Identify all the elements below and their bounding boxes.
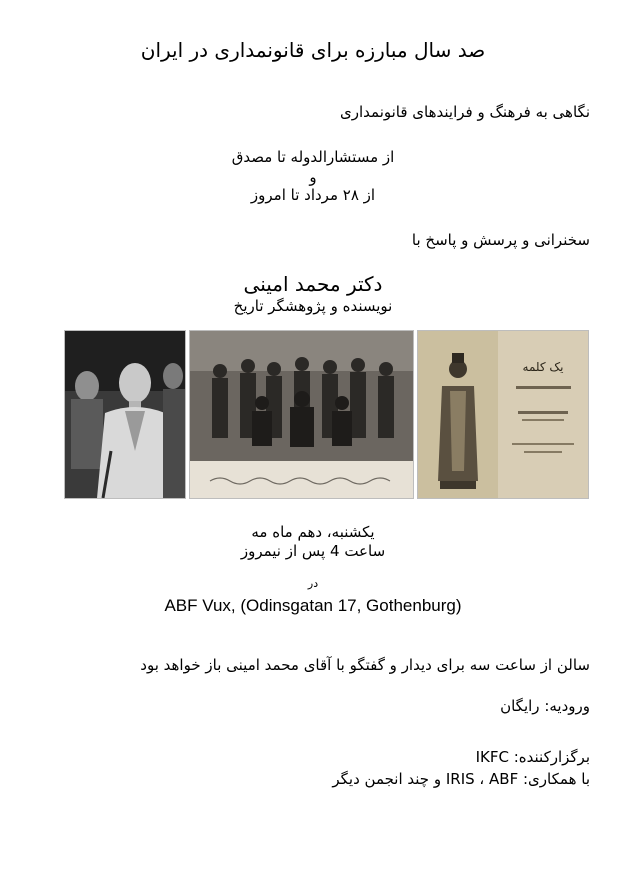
- entry-fee: ورودیه: رایگان: [500, 697, 590, 715]
- at-word: در: [307, 577, 319, 590]
- format-line: سخنرانی و پرسش و پاسخ با: [411, 231, 590, 249]
- group-photo-icon: [190, 331, 413, 498]
- portrait-photo-icon: [65, 331, 185, 498]
- poster-subtitle: نگاهی به فرهنگ و فرایندهای قانونمداری: [340, 103, 590, 121]
- period-line-1: از مستشارالدوله تا مصدق: [231, 148, 395, 166]
- book-cover-icon: [418, 331, 588, 498]
- photo-strip: [64, 330, 587, 497]
- portrait-photo: [64, 330, 186, 499]
- venue: ABF Vux, (Odinsgatan 17, Gothenburg): [164, 596, 462, 615]
- event-time: ساعت 4 پس از نیمروز: [240, 542, 386, 560]
- book-title: یک کلمه: [522, 360, 564, 374]
- organizer: برگزارکننده: IKFC: [475, 748, 590, 766]
- period-and: و: [309, 168, 317, 186]
- hall-note: سالن از ساعت سه برای دیدار و گفتگو با آقای محمد امینی باز خواهد بود: [140, 656, 590, 674]
- group-photo: [189, 330, 414, 499]
- event-date: یکشنبه، دهم ماه مه: [251, 523, 375, 541]
- speaker-name: دکتر محمد امینی: [243, 272, 383, 296]
- book-cover: [417, 330, 589, 499]
- poster-title: صد سال مبارزه برای قانونمداری در ایران: [140, 38, 486, 62]
- period-line-2: از ۲۸ مرداد تا امروز: [250, 186, 376, 204]
- speaker-role: نویسنده و پژوهشگر تاریخ: [233, 297, 393, 315]
- collaboration: با همکاری: IRIS ، ABF و چند انجمن دیگر: [332, 770, 590, 788]
